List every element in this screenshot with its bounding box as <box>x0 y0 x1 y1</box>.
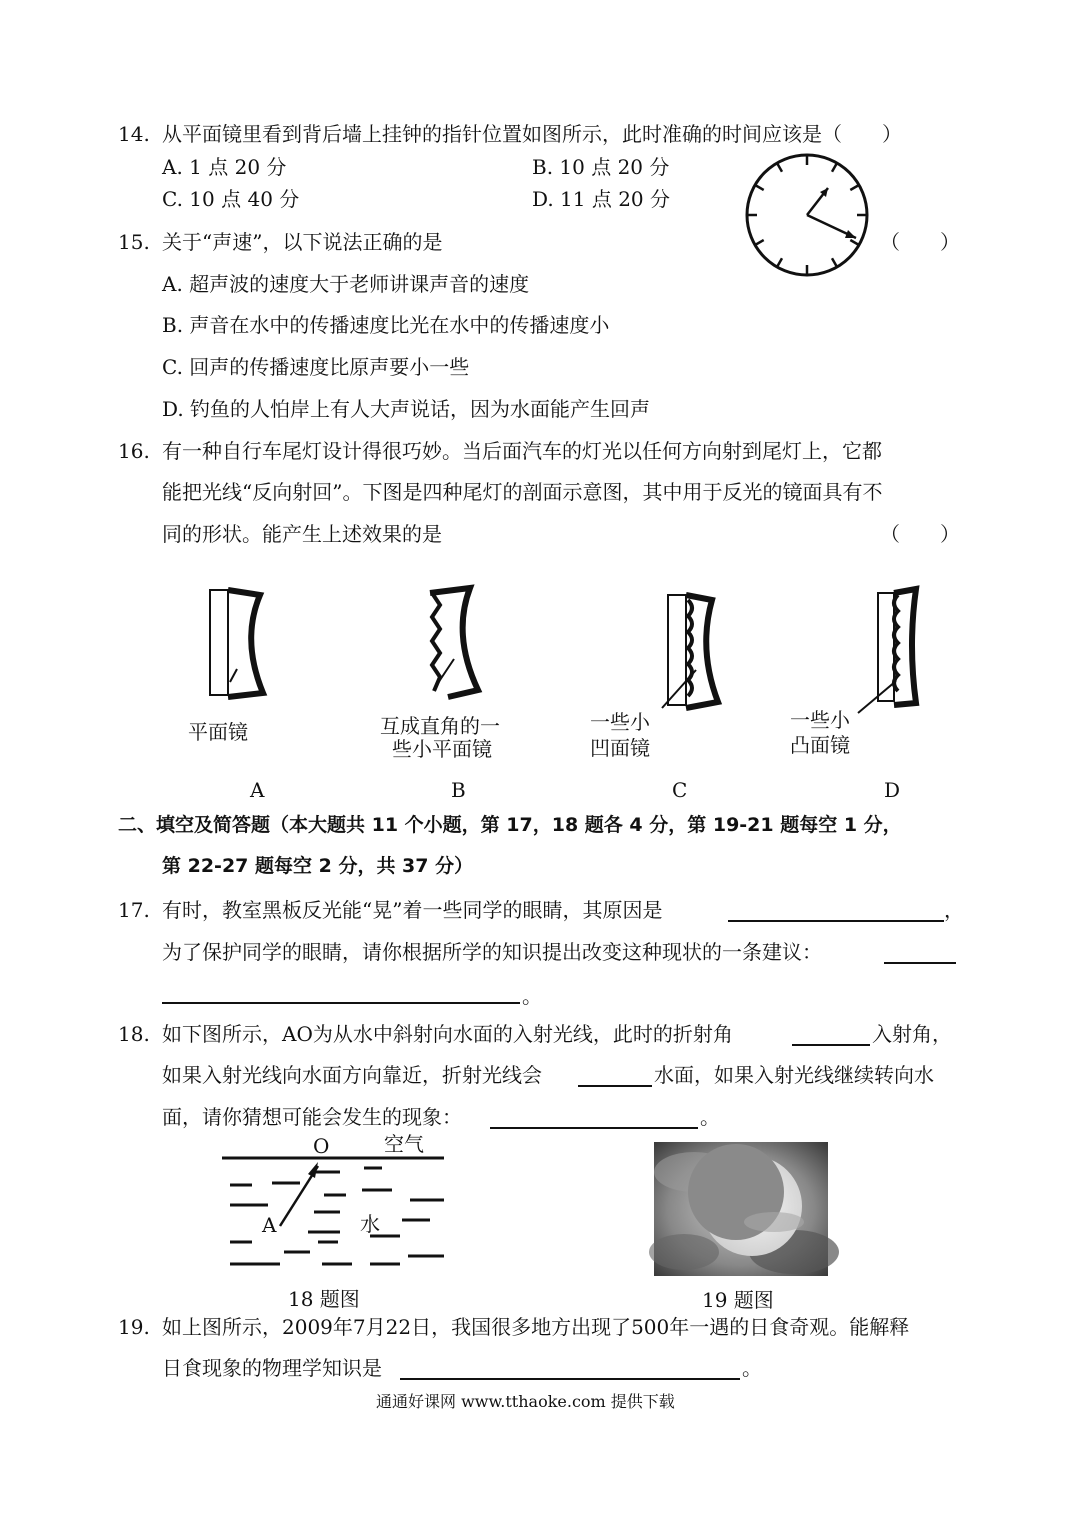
clock-tick <box>850 240 859 245</box>
refraction-point-o: O <box>313 1134 330 1158</box>
figure-c-letter: C <box>672 778 688 802</box>
page-footer: 通通好课网 www.tthaoke.com 提供下载 <box>376 1392 675 1411</box>
taillight-figure-b <box>420 585 510 705</box>
q15-stem: 关于“声速”，以下说法正确的是 <box>162 230 443 254</box>
q16-answer-paren: （ ） <box>880 522 960 546</box>
q17-line-2: 为了保护同学的眼睛，请你根据所学的知识提出改变这种现状的一条建议： <box>162 940 822 964</box>
q17-blank-2-cont[interactable] <box>162 1002 520 1004</box>
q16-number: 16. <box>118 439 150 463</box>
q15-option-a: A. 超声波的速度大于老师讲课声音的速度 <box>162 272 530 296</box>
q19-end: 。 <box>742 1356 762 1380</box>
q14-stem: 从平面镜里看到背后墙上挂钟的指针位置如图所示，此时准确的时间应该是（ ） <box>162 122 902 146</box>
taillight-figure-c <box>660 590 750 715</box>
q16-line-3: 同的形状。能产生上述效果的是 <box>162 522 442 546</box>
clock-tick <box>832 258 837 267</box>
q18-line-3: 面，请你猜想可能会发生的现象： <box>162 1105 462 1129</box>
figure-d-letter: D <box>884 778 901 802</box>
figure-d-label-1: 一些小 <box>790 708 850 732</box>
taillight-figure-a <box>205 585 285 705</box>
q14-option-c: C. 10 点 40 分 <box>162 187 300 211</box>
clock-figure <box>744 152 870 278</box>
figure-c-label-2: 凹面镜 <box>590 736 650 760</box>
clock-tick <box>832 163 837 172</box>
section-2-heading-cont: 第 22-27 题每空 2 分，共 37 分） <box>162 855 474 877</box>
q19-line-2: 日食现象的物理学知识是 <box>162 1356 382 1380</box>
q15-answer-paren: （ ） <box>880 230 960 254</box>
figure-a-label: 平面镜 <box>188 720 248 744</box>
refraction-air-label: 空气 <box>384 1132 424 1156</box>
q18-figure-caption: 18 题图 <box>288 1287 360 1311</box>
refraction-figure <box>222 1150 452 1275</box>
q19-line-1: 如上图所示，2009年7月22日，我国很多地方出现了500年一遇的日食奇观。能解释 <box>162 1315 910 1339</box>
clock-tick <box>755 240 764 245</box>
q17-comma: ， <box>944 898 964 922</box>
q15-option-d: D. 钓鱼的人怕岸上有人大声说话，因为水面能产生回声 <box>162 397 651 421</box>
taillight-figure-d <box>870 585 930 710</box>
q17-number: 17. <box>118 898 150 922</box>
q15-option-b: B. 声音在水中的传播速度比光在水中的传播速度小 <box>162 313 610 337</box>
q18-blank-1[interactable] <box>792 1044 870 1046</box>
figure-b-letter: B <box>451 778 466 802</box>
q17-blank-1[interactable] <box>728 920 944 922</box>
q14-option-b: B. 10 点 20 分 <box>532 155 670 179</box>
section-2-heading: 二、填空及简答题（本大题共 11 个小题，第 17，18 题各 4 分，第 19-21 题每空 1 分， <box>118 814 902 836</box>
figure-c-label-1: 一些小 <box>590 710 650 734</box>
figure-b-label-2: 些小平面镜 <box>392 737 492 761</box>
q15-number: 15. <box>118 230 150 254</box>
q19-blank[interactable] <box>400 1378 740 1380</box>
q18-number: 18. <box>118 1022 150 1046</box>
q16-line-1: 有一种自行车尾灯设计得很巧妙。当后面汽车的灯光以任何方向射到尾灯上，它都 <box>162 439 882 463</box>
clock-tick <box>755 185 764 190</box>
clock-tick <box>777 163 782 172</box>
figure-b-label-1: 互成直角的一 <box>380 714 500 738</box>
q19-number: 19. <box>118 1315 150 1339</box>
q14-option-a: A. 1 点 20 分 <box>162 155 287 179</box>
figure-d-label-2: 凸面镜 <box>790 733 850 757</box>
q18-blank-2[interactable] <box>578 1085 652 1087</box>
figure-a-letter: A <box>250 778 265 802</box>
q15-option-c: C. 回声的传播速度比原声要小一些 <box>162 355 470 379</box>
clock-tick <box>850 185 859 190</box>
q18-end: 。 <box>700 1105 720 1129</box>
q18-line-2a: 如果入射光线向水面方向靠近，折射光线会 <box>162 1063 542 1087</box>
clock-tick <box>777 258 782 267</box>
q17-blank-2[interactable] <box>884 962 956 964</box>
q17-line-1: 有时，教室黑板反光能“晃”着一些同学的眼睛，其原因是 <box>162 898 663 922</box>
q14-option-d: D. 11 点 20 分 <box>532 187 671 211</box>
q17-end: 。 <box>522 984 542 1008</box>
q18-line-1a: 如下图所示，AO为从水中斜射向水面的入射光线，此时的折射角 <box>162 1022 733 1046</box>
solar-eclipse-image <box>654 1142 828 1276</box>
refraction-water-label: 水 <box>360 1212 380 1236</box>
q19-figure-caption: 19 题图 <box>702 1288 774 1312</box>
q18-line-2b: 水面，如果入射光线继续转向水 <box>654 1063 934 1087</box>
q18-line-1b: 入射角， <box>872 1022 952 1046</box>
refraction-point-a: A <box>262 1213 277 1237</box>
q14-number: 14. <box>118 122 150 146</box>
q18-blank-3[interactable] <box>490 1127 698 1129</box>
q16-line-2: 能把光线“反向射回”。下图是四种尾灯的剖面示意图，其中用于反光的镜面具有不 <box>162 480 883 504</box>
